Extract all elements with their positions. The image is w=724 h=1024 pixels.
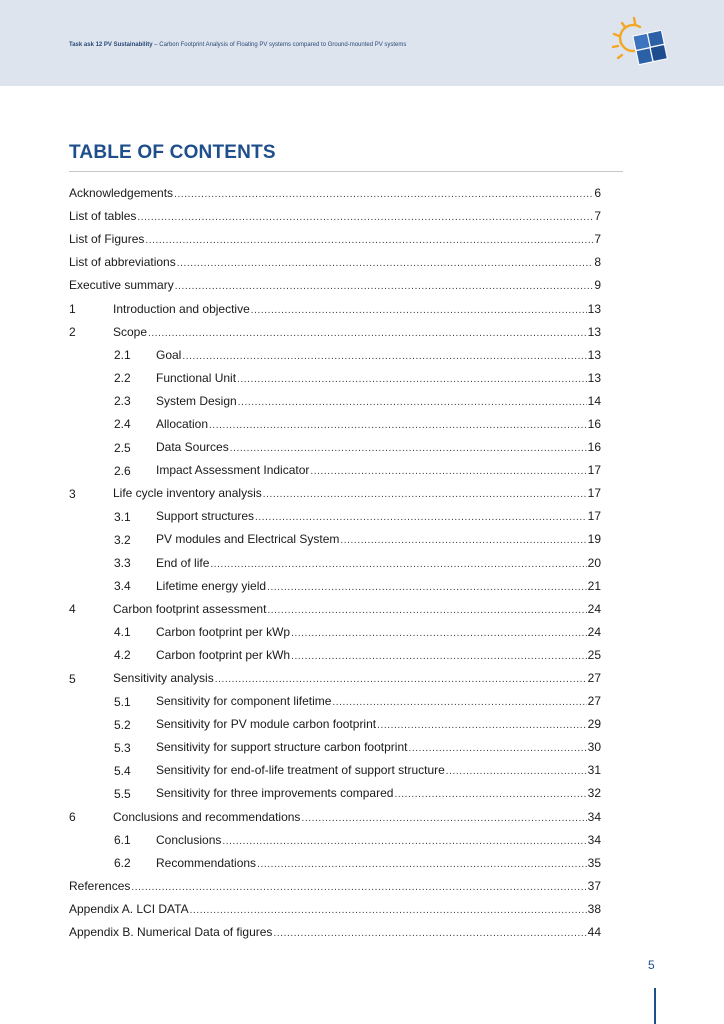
toc-entry-label: Life cycle inventory analysis bbox=[113, 486, 262, 501]
toc-entry-page: 32 bbox=[587, 786, 601, 801]
toc-entry-number: 2.2 bbox=[114, 371, 131, 386]
toc-entry-number: 3.2 bbox=[114, 532, 131, 547]
title-divider bbox=[69, 171, 623, 172]
toc-entry-label: Conclusions bbox=[156, 832, 222, 847]
toc-entry-label: Recommendations bbox=[156, 855, 257, 870]
toc-entry[interactable] bbox=[69, 482, 601, 505]
toc-entry-page: 31 bbox=[587, 763, 601, 778]
toc-dot-leader bbox=[137, 212, 593, 224]
toc-entry-page: 37 bbox=[587, 878, 601, 893]
toc-dot-leader bbox=[301, 813, 586, 825]
table-of-contents bbox=[69, 182, 601, 944]
toc-entry-number: 2.3 bbox=[114, 394, 131, 409]
toc-entry[interactable] bbox=[69, 806, 601, 829]
toc-entry-label: List of abbreviations bbox=[69, 255, 176, 270]
toc-entry-label: Sensitivity for PV module carbon footprint bbox=[156, 717, 377, 732]
toc-entry-page: 17 bbox=[587, 463, 601, 478]
toc-entry[interactable] bbox=[69, 575, 601, 598]
toc-entry-page: 8 bbox=[594, 255, 601, 270]
toc-entry-label: List of tables bbox=[69, 209, 137, 224]
toc-dot-leader bbox=[263, 489, 587, 501]
toc-entry-page: 13 bbox=[587, 370, 601, 385]
page-header bbox=[0, 0, 724, 86]
toc-entry-page: 16 bbox=[587, 440, 601, 455]
toc-entry-label: Support structures bbox=[156, 509, 255, 524]
toc-entry-label: System Design bbox=[156, 393, 237, 408]
toc-entry[interactable] bbox=[69, 921, 601, 944]
toc-entry-label: Sensitivity for component lifetime bbox=[156, 694, 332, 709]
toc-entry-number: 3 bbox=[69, 486, 76, 501]
toc-entry-label: References bbox=[69, 878, 131, 893]
toc-entry-page: 7 bbox=[594, 209, 601, 224]
toc-dot-leader bbox=[377, 720, 587, 732]
toc-entry-label: Sensitivity analysis bbox=[113, 671, 214, 686]
toc-entry-label: Appendix A. LCI DATA bbox=[69, 901, 189, 916]
toc-entry-number: 3.4 bbox=[114, 579, 131, 594]
toc-entry-number: 5 bbox=[69, 671, 76, 686]
toc-entry-number: 6.2 bbox=[114, 856, 131, 871]
toc-dot-leader bbox=[267, 605, 586, 617]
toc-entry[interactable] bbox=[69, 390, 601, 413]
toc-entry-number: 6.1 bbox=[114, 833, 131, 848]
toc-entry[interactable] bbox=[69, 528, 601, 551]
toc-entry[interactable] bbox=[69, 274, 601, 297]
toc-dot-leader bbox=[237, 374, 587, 386]
toc-entry-page: 19 bbox=[587, 532, 601, 547]
toc-entry-label: Carbon footprint per kWp bbox=[156, 624, 291, 639]
toc-entry-number: 5.4 bbox=[114, 763, 131, 778]
toc-entry-number: 2.6 bbox=[114, 463, 131, 478]
toc-dot-leader bbox=[145, 235, 593, 247]
toc-entry-page: 17 bbox=[587, 509, 601, 524]
toc-entry[interactable] bbox=[69, 875, 601, 898]
toc-entry-page: 34 bbox=[587, 809, 601, 824]
toc-entry-label: End of life bbox=[156, 555, 210, 570]
toc-entry-label: Sensitivity for end-of-life treatment of support structure bbox=[156, 763, 445, 778]
toc-entry[interactable] bbox=[69, 621, 601, 644]
toc-dot-leader bbox=[215, 674, 587, 686]
toc-entry-page: 35 bbox=[587, 855, 601, 870]
toc-entry[interactable] bbox=[69, 344, 601, 367]
toc-entry[interactable] bbox=[69, 736, 601, 759]
toc-entry-page: 38 bbox=[587, 901, 601, 916]
toc-dot-leader bbox=[291, 651, 587, 663]
toc-entry-label: PV modules and Electrical System bbox=[156, 532, 340, 547]
toc-entry-page: 29 bbox=[587, 717, 601, 732]
toc-dot-leader bbox=[148, 328, 587, 340]
toc-entry-page: 24 bbox=[587, 624, 601, 639]
header-running-title-rest: – Carbon Footprint Analysis of Floating PV systems compared to Ground-mounted PV systems bbox=[152, 42, 407, 48]
toc-dot-leader bbox=[408, 743, 586, 755]
toc-dot-leader bbox=[174, 189, 593, 201]
toc-entry-number: 5.2 bbox=[114, 717, 131, 732]
page-title: TABLE OF CONTENTS bbox=[69, 142, 276, 163]
toc-entry-number: 2 bbox=[69, 325, 76, 340]
toc-dot-leader bbox=[255, 512, 587, 524]
toc-dot-leader bbox=[238, 397, 587, 409]
toc-entry-number: 3.3 bbox=[114, 556, 131, 571]
toc-entry[interactable] bbox=[69, 644, 601, 667]
toc-dot-leader bbox=[291, 628, 587, 640]
toc-entry-page: 17 bbox=[587, 486, 601, 501]
toc-entry-label: Lifetime energy yield bbox=[156, 578, 267, 593]
toc-entry[interactable] bbox=[69, 829, 601, 852]
toc-entry-number: 4 bbox=[69, 602, 76, 617]
toc-dot-leader bbox=[257, 859, 587, 871]
toc-entry[interactable] bbox=[69, 852, 601, 875]
toc-entry-page: 27 bbox=[587, 671, 601, 686]
toc-entry[interactable] bbox=[69, 782, 601, 805]
toc-dot-leader bbox=[332, 697, 586, 709]
toc-entry-label: Sensitivity for support structure carbon footprint bbox=[156, 740, 408, 755]
toc-dot-leader bbox=[340, 535, 586, 547]
toc-entry[interactable] bbox=[69, 713, 601, 736]
toc-entry-page: 34 bbox=[587, 832, 601, 847]
page-edge-rule bbox=[654, 988, 656, 1024]
header-running-title bbox=[69, 42, 406, 48]
toc-entry[interactable] bbox=[69, 413, 601, 436]
toc-dot-leader bbox=[190, 905, 587, 917]
toc-dot-leader bbox=[131, 882, 586, 894]
toc-entry-page: 6 bbox=[594, 186, 601, 201]
toc-dot-leader bbox=[251, 305, 587, 317]
sun-solar-panel-icon bbox=[610, 16, 672, 76]
toc-entry[interactable] bbox=[69, 367, 601, 390]
toc-dot-leader bbox=[210, 559, 586, 571]
toc-entry-page: 9 bbox=[594, 278, 601, 293]
toc-entry-page: 13 bbox=[587, 301, 601, 316]
toc-dot-leader bbox=[394, 789, 586, 801]
toc-dot-leader bbox=[182, 351, 586, 363]
toc-entry-label: Sensitivity for three improvements compared bbox=[156, 786, 394, 801]
toc-dot-leader bbox=[209, 420, 587, 432]
toc-entry-number: 3.1 bbox=[114, 509, 131, 524]
toc-entry[interactable] bbox=[69, 182, 601, 205]
toc-entry-label: Impact Assessment Indicator bbox=[156, 463, 310, 478]
toc-entry-number: 4.2 bbox=[114, 648, 131, 663]
toc-entry-page: 13 bbox=[587, 347, 601, 362]
toc-entry-label: Introduction and objective bbox=[113, 301, 250, 316]
toc-entry-page: 16 bbox=[587, 416, 601, 431]
toc-dot-leader bbox=[267, 582, 587, 594]
toc-entry-page: 25 bbox=[587, 647, 601, 662]
toc-entry[interactable] bbox=[69, 667, 601, 690]
toc-entry-page: 20 bbox=[587, 555, 601, 570]
toc-entry-label: Functional Unit bbox=[156, 370, 237, 385]
toc-entry-number: 5.5 bbox=[114, 786, 131, 801]
toc-entry-label: Appendix B. Numerical Data of figures bbox=[69, 925, 273, 940]
toc-entry[interactable] bbox=[69, 228, 601, 251]
toc-entry-label: Allocation bbox=[156, 416, 209, 431]
toc-entry[interactable] bbox=[69, 459, 601, 482]
toc-entry[interactable] bbox=[69, 436, 601, 459]
toc-dot-leader bbox=[273, 928, 586, 940]
toc-entry-page: 27 bbox=[587, 694, 601, 709]
toc-dot-leader bbox=[446, 766, 587, 778]
toc-dot-leader bbox=[230, 443, 587, 455]
toc-entry[interactable] bbox=[69, 759, 601, 782]
toc-entry-label: Executive summary bbox=[69, 278, 174, 293]
toc-entry[interactable] bbox=[69, 505, 601, 528]
toc-entry-number: 2.4 bbox=[114, 417, 131, 432]
toc-entry-label: Data Sources bbox=[156, 440, 229, 455]
toc-entry[interactable] bbox=[69, 552, 601, 575]
toc-dot-leader bbox=[177, 258, 594, 270]
toc-entry[interactable] bbox=[69, 598, 601, 621]
toc-entry[interactable] bbox=[69, 321, 601, 344]
toc-entry-label: Carbon footprint per kWh bbox=[156, 647, 291, 662]
toc-entry-label: List of Figures bbox=[69, 232, 145, 247]
toc-entry-page: 44 bbox=[587, 925, 601, 940]
toc-entry[interactable] bbox=[69, 251, 601, 274]
header-running-title-bold: Task ask 12 PV Sustainability bbox=[69, 42, 153, 48]
toc-entry[interactable] bbox=[69, 297, 601, 320]
toc-dot-leader bbox=[222, 836, 586, 848]
toc-entry-label: Acknowledgements bbox=[69, 186, 174, 201]
toc-entry-number: 6 bbox=[69, 810, 76, 825]
toc-entry-number: 2.1 bbox=[114, 348, 131, 363]
toc-entry-number: 5.3 bbox=[114, 740, 131, 755]
toc-entry-page: 7 bbox=[594, 232, 601, 247]
toc-entry-page: 30 bbox=[587, 740, 601, 755]
toc-entry-page: 21 bbox=[587, 578, 601, 593]
toc-entry-label: Goal bbox=[156, 347, 182, 362]
toc-entry[interactable] bbox=[69, 898, 601, 921]
toc-entry[interactable] bbox=[69, 205, 601, 228]
toc-entry-page: 14 bbox=[587, 393, 601, 408]
toc-dot-leader bbox=[310, 466, 586, 478]
toc-entry-number: 2.5 bbox=[114, 440, 131, 455]
toc-entry-label: Conclusions and recommendations bbox=[113, 809, 301, 824]
toc-entry-page: 24 bbox=[587, 601, 601, 616]
toc-entry-page: 13 bbox=[587, 324, 601, 339]
toc-entry-number: 4.1 bbox=[114, 625, 131, 640]
toc-dot-leader bbox=[175, 281, 594, 293]
toc-entry-label: Carbon footprint assessment bbox=[113, 601, 267, 616]
toc-entry-number: 1 bbox=[69, 302, 76, 317]
toc-entry-label: Scope bbox=[113, 324, 148, 339]
toc-entry-number: 5.1 bbox=[114, 694, 131, 709]
toc-entry[interactable] bbox=[69, 690, 601, 713]
page-number: 5 bbox=[648, 958, 655, 972]
